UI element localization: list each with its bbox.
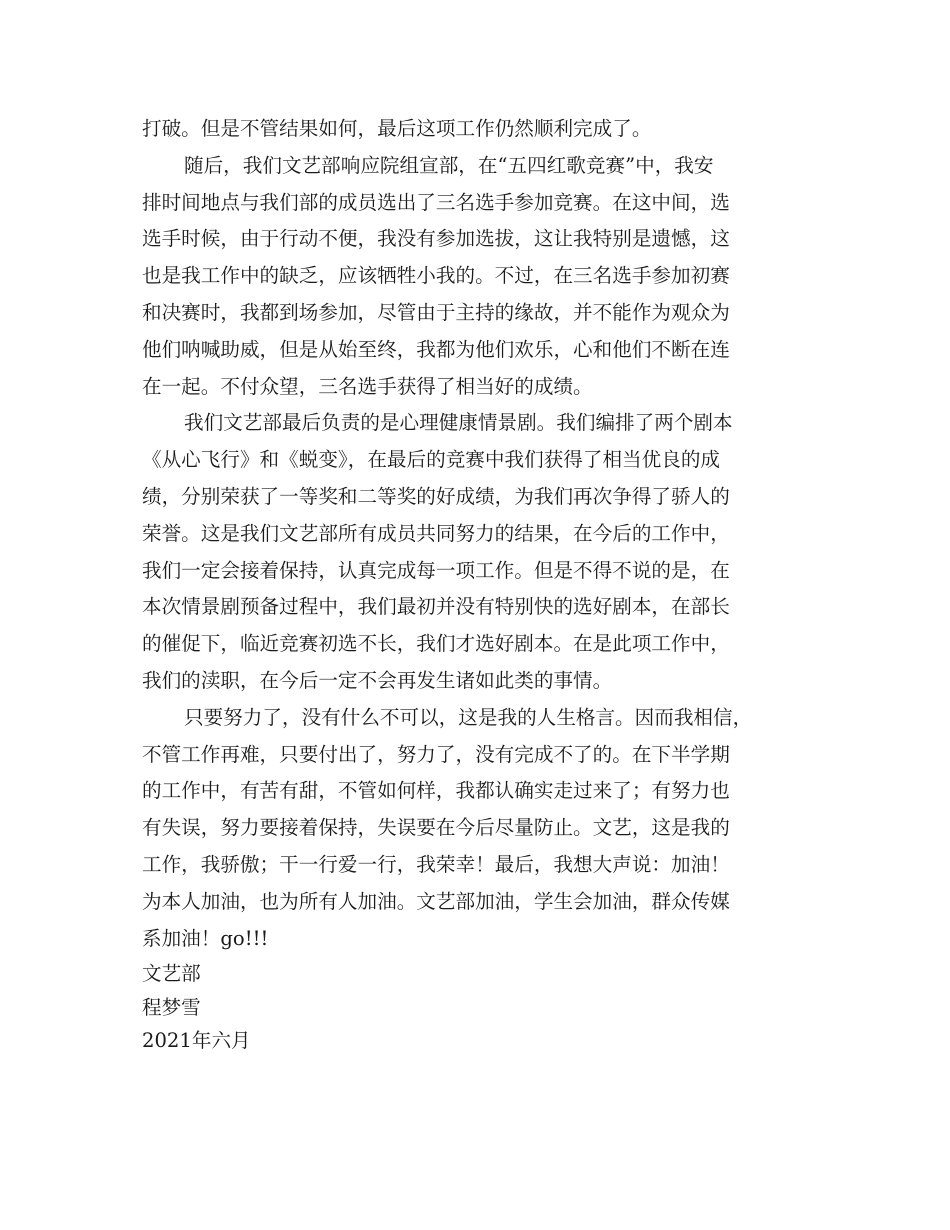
paragraph-2-line-6: 他们呐喊助威，但是从始至终，我都为他们欢乐，心和他们不断在连: [142, 337, 730, 361]
paragraph-3-line-2: 《从心飞行》和《蜕变》，在最后的竞赛中我们获得了相当优良的成: [142, 448, 721, 472]
paragraph-3-line-8: 我们的渎职，在今后一定不会再发生诸如此类的事情。: [142, 668, 613, 692]
paragraph-2-line-7: 在一起。不付众望，三名选手获得了相当好的成绩。: [142, 374, 593, 398]
paragraph-4-line-4: 有失误，努力要接着保持，失误要在今后尽量防止。文艺，这是我的: [142, 816, 730, 840]
paragraph-1-line-1: 打破。但是不管结果如何，最后这项工作仍然顺利完成了。: [142, 117, 652, 140]
paragraph-3-line-5: 我们一定会接着保持，认真完成每一项工作。但是不得不说的是，在: [142, 558, 730, 582]
document-body: [142, 111, 832, 1058]
paragraph-2-line-2: 排时间地点与我们部的成员选出了三名选手参加竞赛。在这中间，选: [142, 190, 730, 214]
paragraph-3-line-1: 我们文艺部最后负责的是心理健康情景剧。我们编排了两个剧本: [184, 411, 733, 435]
paragraph-4-line-6: 为本人加油，也为所有人加油。文艺部加油，学生会加油，群众传媒: [142, 889, 730, 913]
paragraph-3-line-7: 的催促下，临近竞赛初选不长，我们才选好剧本。在是此项工作中，: [142, 632, 730, 656]
paragraph-2-line-3: 选手时候，由于行动不便，我没有参加选拔，这让我特别是遗憾，这: [142, 227, 730, 251]
paragraph-4-line-7: 系加油！go!!!: [142, 926, 269, 950]
signature-name: 程梦雪: [142, 995, 201, 1019]
paragraph-3-line-4: 荣誉。这是我们文艺部所有成员共同努力的结果，在今后的工作中，: [142, 521, 730, 545]
paragraph-2-line-4: 也是我工作中的缺乏，应该牺牲小我的。不过，在三名选手参加初赛: [142, 264, 730, 288]
paragraph-3-line-6: 本次情景剧预备过程中，我们最初并没有特别快的选好剧本，在部长: [142, 595, 730, 619]
paragraph-4-line-3: 的工作中，有苦有甜，不管如何样，我都认确实走过来了；有努力也: [142, 779, 730, 803]
paragraph-2-line-1: 随后，我们文艺部响应院组宣部，在“五四红歌竞赛”中，我安: [184, 153, 714, 177]
paragraph-4-line-2: 不管工作再难，只要付出了，努力了，没有完成不了的。在下半学期: [142, 742, 730, 766]
paragraph-4-line-5: 工作，我骄傲；干一行爱一行，我荣幸！最后，我想大声说：加油！: [142, 852, 730, 876]
paragraph-4-line-1: 只要努力了，没有什么不可以，这是我的人生格言。因而我相信，: [184, 705, 753, 729]
paragraph-2-line-5: 和决赛时，我都到场参加，尽管由于主持的缘故，并不能作为观众为: [142, 300, 730, 324]
signature-date: 2021年六月: [142, 1029, 251, 1053]
paragraph-3-line-3: 绩，分别荣获了一等奖和二等奖的好成绩，为我们再次争得了骄人的: [142, 484, 730, 508]
signature-department: 文艺部: [142, 962, 201, 986]
